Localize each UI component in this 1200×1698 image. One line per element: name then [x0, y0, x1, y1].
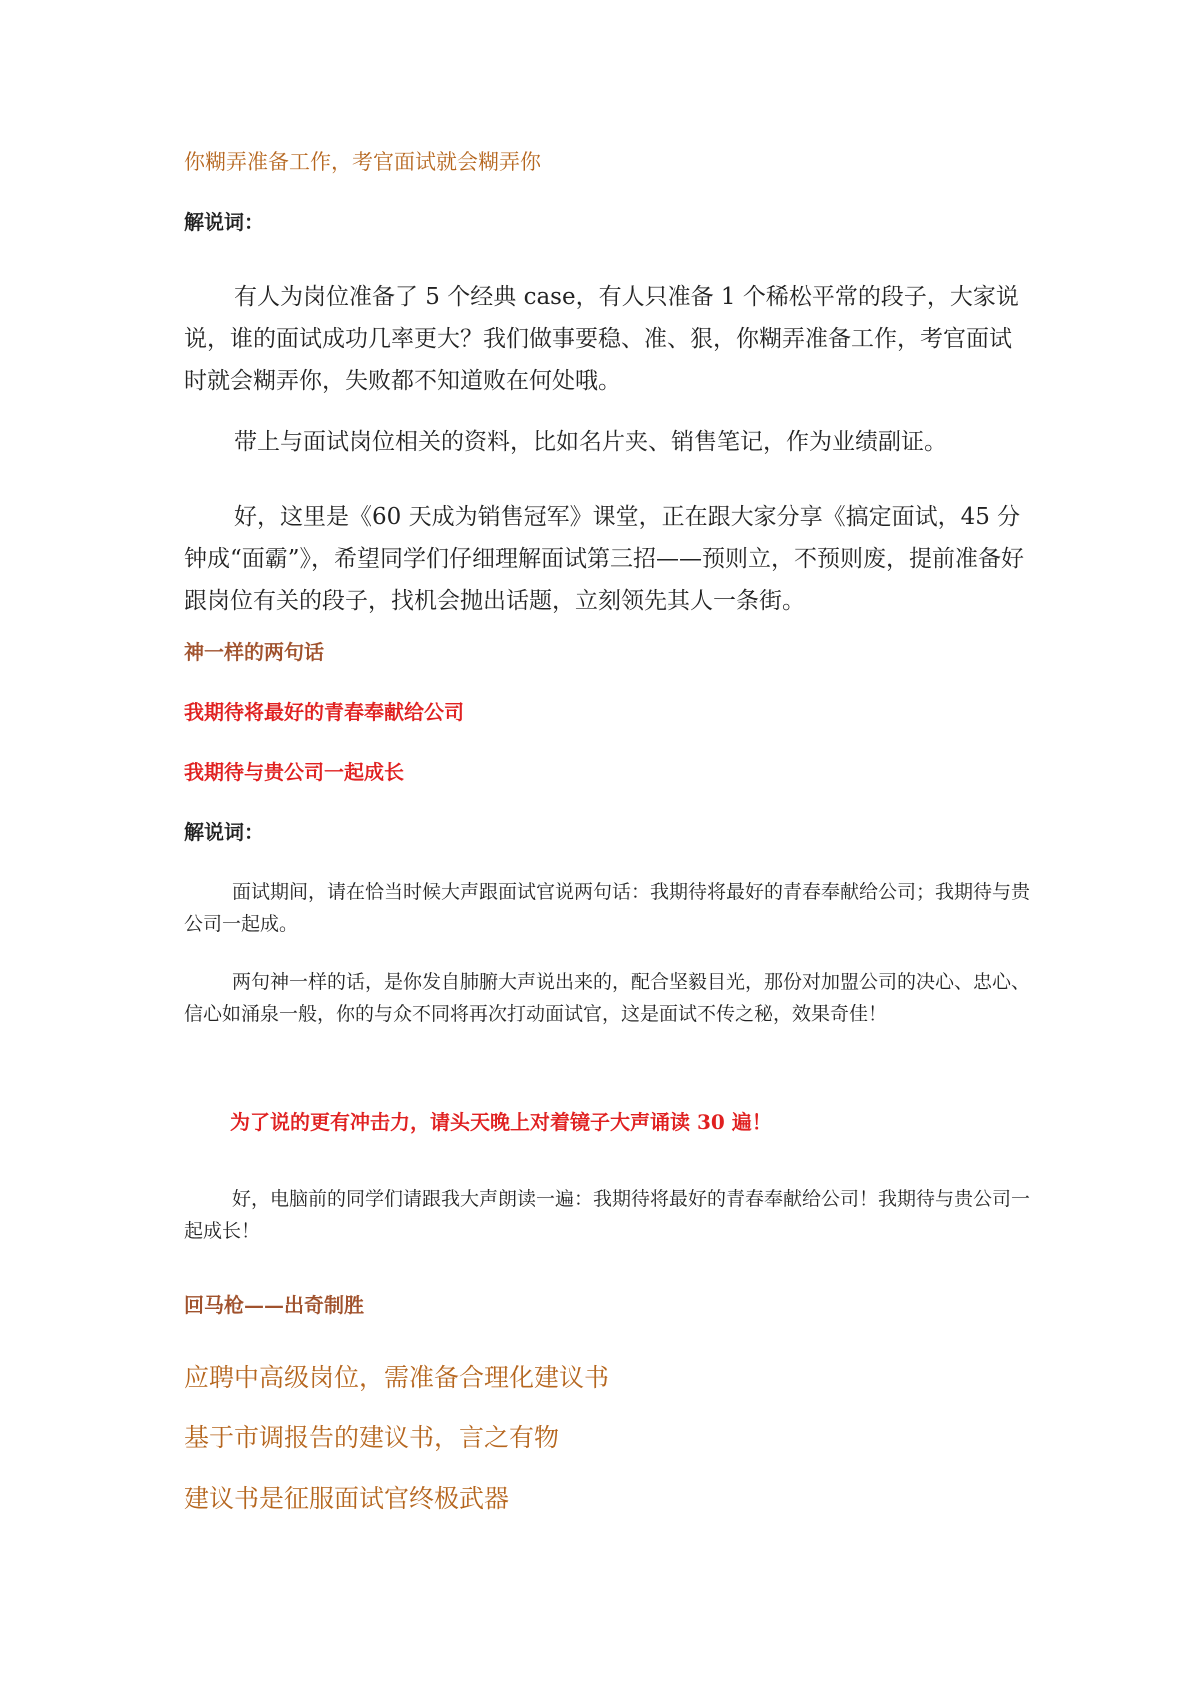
list-item: 建议书是征服面试官终极武器 [184, 1484, 510, 1513]
section-heading-preparation: 你糊弄准备工作，考官面试就会糊弄你 [184, 150, 541, 174]
section-heading-surprise-tactic: 回马枪——出奇制胜 [184, 1293, 364, 1317]
list-item: 基于市调报告的建议书，言之有物 [184, 1423, 560, 1452]
section-heading-two-sentences: 神一样的两句话 [184, 640, 324, 664]
paragraph-preparation-cases: 有人为岗位准备了 5 个经典 case，有人只准备 1 个稀松平常的段子，大家说说，谁的面试成功几率更大？我们做事要稳、准、狠，你糊弄准备工作，考官面试时就会糊弄你，失败都不知道败在何处哦。 [184, 284, 1019, 394]
paragraph-sincere-delivery: 两句神一样的话，是你发自肺腑大声说出来的，配合坚毅目光，那份对加盟公司的决心、忠心、信心如涌泉一般，你的与众不同将再次打动面试官，这是面试不传之秘，效果奇佳！ [184, 971, 1031, 1025]
paragraph-bring-materials: 带上与面试岗位相关的资料，比如名片夹、销售笔记，作为业绩副证。 [234, 429, 947, 455]
quote-sentence-one: 我期待将最好的青春奉献给公司 [184, 700, 464, 724]
commentary-label: 解说词： [184, 820, 264, 844]
commentary-label: 解说词： [184, 210, 264, 234]
paragraph-course-intro: 好，这里是《60 天成为销售冠军》课堂，正在跟大家分享《搞定面试，45 分钟成“面霸”》，希望同学们仔细理解面试第三招——预则立，不预则废，提前准备好跟岗位有关的段子，找机会抛出话题，立刻领先其人一条街。 [184, 504, 1025, 614]
quote-sentence-two: 我期待与贵公司一起成长 [184, 760, 404, 784]
emphasis-practice-note: 为了说的更有冲击力，请头天晚上对着镜子大声诵读 30 遍！ [230, 1110, 772, 1134]
list-item: 应聘中高级岗位，需准备合理化建议书 [184, 1363, 610, 1392]
paragraph-read-aloud: 好，电脑前的同学们请跟我大声朗读一遍：我期待将最好的青春奉献给公司！我期待与贵公司一起成长！ [184, 1188, 1031, 1242]
paragraph-say-two-sentences: 面试期间，请在恰当时候大声跟面试官说两句话：我期待将最好的青春奉献给公司；我期待与贵公司一起成。 [184, 881, 1031, 935]
